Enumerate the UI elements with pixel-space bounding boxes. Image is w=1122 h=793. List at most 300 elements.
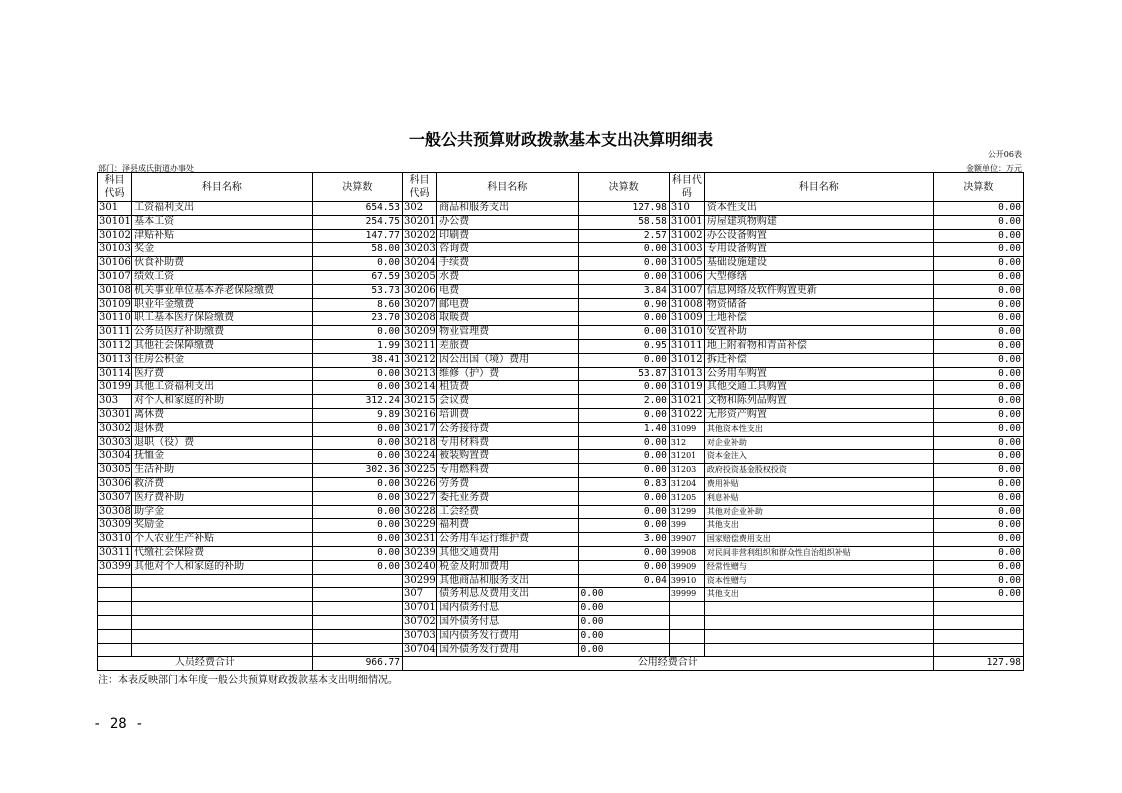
row-amount: 0.00 bbox=[933, 588, 1023, 602]
row-name: 医疗费补助 bbox=[132, 491, 313, 505]
row-name bbox=[704, 629, 933, 643]
row-amount bbox=[312, 629, 402, 643]
row-amount: 302.36 bbox=[312, 464, 402, 478]
table-row bbox=[98, 629, 1024, 643]
table-row bbox=[98, 588, 1024, 602]
row-amount bbox=[933, 629, 1023, 643]
row-amount: 0.00 bbox=[933, 367, 1023, 381]
row-name bbox=[704, 615, 933, 629]
row-amount: 0.00 bbox=[933, 229, 1023, 243]
row-name: 税金及附加费用 bbox=[437, 560, 578, 574]
row-amount: 0.00 bbox=[933, 284, 1023, 298]
row-code: 30218 bbox=[402, 436, 436, 450]
row-amount: 2.57 bbox=[578, 229, 669, 243]
row-code: 30306 bbox=[98, 477, 132, 491]
row-code: 31001 bbox=[669, 215, 704, 229]
row-amount: 0.00 bbox=[578, 270, 669, 284]
row-name: 生活补助 bbox=[132, 464, 313, 478]
row-amount bbox=[933, 615, 1023, 629]
row-code: 30701 bbox=[402, 602, 436, 616]
row-name bbox=[704, 643, 933, 657]
row-amount: 0.00 bbox=[933, 381, 1023, 395]
row-code bbox=[98, 615, 132, 629]
row-amount: 0.00 bbox=[578, 353, 669, 367]
row-code: 30225 bbox=[402, 464, 436, 478]
row-name: 救济费 bbox=[132, 477, 313, 491]
row-code: 30202 bbox=[402, 229, 436, 243]
row-name: 因公出国（境）费用 bbox=[437, 353, 578, 367]
row-code: 31013 bbox=[669, 367, 704, 381]
row-name: 公务接待费 bbox=[437, 422, 578, 436]
row-code: 31003 bbox=[669, 243, 704, 257]
row-name: 其他对企业补助 bbox=[704, 505, 933, 519]
row-code: 30303 bbox=[98, 436, 132, 450]
row-name: 其他工资福利支出 bbox=[132, 381, 313, 395]
row-amount: 254.75 bbox=[312, 215, 402, 229]
row-amount: 0.00 bbox=[578, 312, 669, 326]
table-row bbox=[98, 257, 1024, 271]
row-name: 基本工资 bbox=[132, 215, 313, 229]
row-amount: 0.00 bbox=[933, 353, 1023, 367]
row-amount: 147.77 bbox=[312, 229, 402, 243]
header-code-2: 科目代码 bbox=[402, 173, 436, 202]
table-row bbox=[98, 643, 1024, 657]
row-amount: 0.00 bbox=[933, 491, 1023, 505]
row-amount: 0.00 bbox=[578, 257, 669, 271]
row-code: 30307 bbox=[98, 491, 132, 505]
row-code bbox=[669, 615, 704, 629]
row-code: 30216 bbox=[402, 408, 436, 422]
row-code: 30302 bbox=[98, 422, 132, 436]
row-name bbox=[132, 629, 313, 643]
row-amount: 0.00 bbox=[312, 367, 402, 381]
row-amount: 0.00 bbox=[933, 312, 1023, 326]
row-code: 307 bbox=[402, 588, 436, 602]
row-name: 对企业补助 bbox=[704, 436, 933, 450]
row-code bbox=[98, 602, 132, 616]
table-row bbox=[98, 450, 1024, 464]
row-code: 30228 bbox=[402, 505, 436, 519]
row-amount: 0.00 bbox=[933, 464, 1023, 478]
row-name: 办公费 bbox=[437, 215, 578, 229]
row-amount: 0.00 bbox=[578, 560, 669, 574]
table-row bbox=[98, 546, 1024, 560]
row-name: 经常性赠与 bbox=[704, 560, 933, 574]
row-amount: 0.00 bbox=[578, 491, 669, 505]
row-name: 被装购置费 bbox=[437, 450, 578, 464]
row-code: 310 bbox=[669, 202, 704, 216]
table-row bbox=[98, 367, 1024, 381]
table-row bbox=[98, 519, 1024, 533]
row-amount: 0.00 bbox=[578, 436, 669, 450]
row-amount: 0.00 bbox=[578, 588, 669, 602]
row-name: 资本金注入 bbox=[704, 450, 933, 464]
row-code: 30309 bbox=[98, 519, 132, 533]
row-code: 30207 bbox=[402, 298, 436, 312]
row-name: 差旅费 bbox=[437, 339, 578, 353]
page-number: - 28 - bbox=[93, 716, 144, 732]
table-row bbox=[98, 381, 1024, 395]
row-name: 资本性支出 bbox=[704, 202, 933, 216]
row-code: 30101 bbox=[98, 215, 132, 229]
row-code: 30201 bbox=[402, 215, 436, 229]
table-row bbox=[98, 464, 1024, 478]
row-amount: 312.24 bbox=[312, 395, 402, 409]
row-code: 30305 bbox=[98, 464, 132, 478]
row-code: 30112 bbox=[98, 339, 132, 353]
row-code bbox=[669, 643, 704, 657]
row-name: 公务用车运行维护费 bbox=[437, 533, 578, 547]
header-code-3: 科目代码 bbox=[669, 173, 704, 202]
row-name: 工资福利支出 bbox=[132, 202, 313, 216]
row-code: 31203 bbox=[669, 464, 704, 478]
header-amount-3: 决算数 bbox=[933, 173, 1023, 202]
row-name: 职业年金缴费 bbox=[132, 298, 313, 312]
row-code: 31011 bbox=[669, 339, 704, 353]
row-name: 国内债务发行费用 bbox=[437, 629, 578, 643]
table-row bbox=[98, 339, 1024, 353]
row-amount: 0.00 bbox=[578, 243, 669, 257]
header-name-2: 科目名称 bbox=[437, 173, 578, 202]
row-code: 39908 bbox=[669, 546, 704, 560]
row-code: 31201 bbox=[669, 450, 704, 464]
row-code: 30113 bbox=[98, 353, 132, 367]
row-code: 30109 bbox=[98, 298, 132, 312]
row-name: 咨询费 bbox=[437, 243, 578, 257]
row-name: 专用设备购置 bbox=[704, 243, 933, 257]
row-name: 专用燃料费 bbox=[437, 464, 578, 478]
row-name: 奖金 bbox=[132, 243, 313, 257]
row-amount: 0.00 bbox=[578, 464, 669, 478]
row-code: 30108 bbox=[98, 284, 132, 298]
row-amount: 0.00 bbox=[933, 243, 1023, 257]
row-amount: 0.00 bbox=[312, 436, 402, 450]
row-amount: 0.00 bbox=[933, 436, 1023, 450]
department-label: 部门：泽县成氏街道办事处 bbox=[98, 164, 194, 173]
table-row bbox=[98, 408, 1024, 422]
row-code: 30199 bbox=[98, 381, 132, 395]
row-amount: 0.00 bbox=[312, 546, 402, 560]
row-amount: 0.00 bbox=[578, 450, 669, 464]
row-name: 维修（护）费 bbox=[437, 367, 578, 381]
row-code: 30110 bbox=[98, 312, 132, 326]
header-amount-1: 决算数 bbox=[312, 173, 402, 202]
row-name bbox=[132, 602, 313, 616]
row-name: 水费 bbox=[437, 270, 578, 284]
row-name: 委托业务费 bbox=[437, 491, 578, 505]
public-total-value: 127.98 bbox=[933, 657, 1023, 671]
row-code: 30231 bbox=[402, 533, 436, 547]
row-code bbox=[669, 602, 704, 616]
row-code: 31021 bbox=[669, 395, 704, 409]
row-name: 培训费 bbox=[437, 408, 578, 422]
row-name bbox=[704, 602, 933, 616]
row-name: 其他对个人和家庭的补助 bbox=[132, 560, 313, 574]
public-total-label: 公用经费合计 bbox=[402, 657, 933, 671]
table-row bbox=[98, 202, 1024, 216]
row-amount: 0.00 bbox=[933, 450, 1023, 464]
row-amount: 0.00 bbox=[933, 395, 1023, 409]
row-name: 国内债务付息 bbox=[437, 602, 578, 616]
row-name: 离休费 bbox=[132, 408, 313, 422]
row-code: 39999 bbox=[669, 588, 704, 602]
row-name: 劳务费 bbox=[437, 477, 578, 491]
row-code: 30203 bbox=[402, 243, 436, 257]
row-name bbox=[132, 615, 313, 629]
row-amount: 0.00 bbox=[933, 215, 1023, 229]
row-name bbox=[132, 588, 313, 602]
table-row bbox=[98, 326, 1024, 340]
row-name: 代缴社会保险费 bbox=[132, 546, 313, 560]
row-code: 30102 bbox=[98, 229, 132, 243]
row-code: 30704 bbox=[402, 643, 436, 657]
row-name: 公务员医疗补助缴费 bbox=[132, 326, 313, 340]
table-row bbox=[98, 215, 1024, 229]
row-name: 租赁费 bbox=[437, 381, 578, 395]
row-amount: 0.90 bbox=[578, 298, 669, 312]
row-name: 商品和服务支出 bbox=[437, 202, 578, 216]
row-code: 30240 bbox=[402, 560, 436, 574]
row-code: 312 bbox=[669, 436, 704, 450]
row-code: 30703 bbox=[402, 629, 436, 643]
row-name: 福利费 bbox=[437, 519, 578, 533]
row-name: 取暖费 bbox=[437, 312, 578, 326]
row-code: 30106 bbox=[98, 257, 132, 271]
row-amount: 0.00 bbox=[312, 326, 402, 340]
table-note: 注：本表反映部门本年度一般公共预算财政拨款基本支出明细情况。 bbox=[98, 675, 398, 686]
row-code: 30301 bbox=[98, 408, 132, 422]
row-code: 30299 bbox=[402, 574, 436, 588]
row-name: 其他支出 bbox=[704, 519, 933, 533]
header-code-1: 科目代码 bbox=[98, 173, 132, 202]
row-amount: 0.00 bbox=[578, 326, 669, 340]
row-code: 31002 bbox=[669, 229, 704, 243]
row-name: 其他商品和服务支出 bbox=[437, 574, 578, 588]
row-name: 其他资本性支出 bbox=[704, 422, 933, 436]
row-code: 301 bbox=[98, 202, 132, 216]
row-amount: 0.00 bbox=[933, 574, 1023, 588]
row-name: 大型修缮 bbox=[704, 270, 933, 284]
row-code: 30103 bbox=[98, 243, 132, 257]
row-amount: 0.00 bbox=[933, 408, 1023, 422]
row-code bbox=[98, 588, 132, 602]
row-name: 拆迁补偿 bbox=[704, 353, 933, 367]
row-amount: 53.73 bbox=[312, 284, 402, 298]
row-code: 30111 bbox=[98, 326, 132, 340]
row-name: 土地补偿 bbox=[704, 312, 933, 326]
row-name: 国外债务发行费用 bbox=[437, 643, 578, 657]
row-code: 31007 bbox=[669, 284, 704, 298]
row-name: 手续费 bbox=[437, 257, 578, 271]
row-amount bbox=[312, 602, 402, 616]
row-name: 办公设备购置 bbox=[704, 229, 933, 243]
row-code: 30212 bbox=[402, 353, 436, 367]
row-amount: 0.00 bbox=[933, 202, 1023, 216]
row-amount: 0.00 bbox=[578, 629, 669, 643]
table-row bbox=[98, 270, 1024, 284]
row-amount: 1.40 bbox=[578, 422, 669, 436]
row-amount: 0.00 bbox=[578, 408, 669, 422]
row-amount: 3.84 bbox=[578, 284, 669, 298]
row-amount: 0.00 bbox=[312, 560, 402, 574]
row-name: 职工基本医疗保险缴费 bbox=[132, 312, 313, 326]
row-code: 39907 bbox=[669, 533, 704, 547]
header-amount-2: 决算数 bbox=[578, 173, 669, 202]
row-amount: 0.00 bbox=[933, 546, 1023, 560]
row-code bbox=[98, 574, 132, 588]
row-code: 30211 bbox=[402, 339, 436, 353]
row-code bbox=[98, 629, 132, 643]
row-amount: 0.00 bbox=[312, 257, 402, 271]
row-amount bbox=[312, 615, 402, 629]
row-code: 31010 bbox=[669, 326, 704, 340]
row-amount: 0.00 bbox=[933, 257, 1023, 271]
row-code: 30224 bbox=[402, 450, 436, 464]
table-row bbox=[98, 602, 1024, 616]
row-code: 30213 bbox=[402, 367, 436, 381]
row-code: 30229 bbox=[402, 519, 436, 533]
row-code: 30217 bbox=[402, 422, 436, 436]
row-amount: 0.00 bbox=[578, 546, 669, 560]
row-code: 31204 bbox=[669, 477, 704, 491]
row-name: 资本性赠与 bbox=[704, 574, 933, 588]
row-amount: 67.59 bbox=[312, 270, 402, 284]
personnel-total-label: 人员经费合计 bbox=[98, 657, 313, 671]
totals-row bbox=[98, 657, 1024, 671]
table-row bbox=[98, 574, 1024, 588]
row-name: 其他支出 bbox=[704, 588, 933, 602]
row-name: 文物和陈列品购置 bbox=[704, 395, 933, 409]
row-amount: 0.00 bbox=[933, 519, 1023, 533]
row-amount: 0.00 bbox=[578, 505, 669, 519]
row-amount: 0.00 bbox=[578, 381, 669, 395]
table-row bbox=[98, 243, 1024, 257]
row-amount: 58.00 bbox=[312, 243, 402, 257]
row-amount: 0.00 bbox=[312, 381, 402, 395]
row-amount: 2.00 bbox=[578, 395, 669, 409]
row-amount: 3.00 bbox=[578, 533, 669, 547]
row-amount: 0.00 bbox=[312, 477, 402, 491]
row-code: 30226 bbox=[402, 477, 436, 491]
row-amount bbox=[312, 643, 402, 657]
row-code: 31022 bbox=[669, 408, 704, 422]
row-code: 30311 bbox=[98, 546, 132, 560]
row-code: 30205 bbox=[402, 270, 436, 284]
row-name: 住房公积金 bbox=[132, 353, 313, 367]
row-name: 退职（役）费 bbox=[132, 436, 313, 450]
row-amount: 0.00 bbox=[312, 450, 402, 464]
table-row bbox=[98, 615, 1024, 629]
row-code: 30204 bbox=[402, 257, 436, 271]
row-code: 31006 bbox=[669, 270, 704, 284]
row-amount: 0.00 bbox=[933, 560, 1023, 574]
row-amount bbox=[312, 574, 402, 588]
row-amount: 0.00 bbox=[578, 519, 669, 533]
table-row bbox=[98, 505, 1024, 519]
form-number: 公开06表 bbox=[987, 150, 1022, 159]
row-name: 电费 bbox=[437, 284, 578, 298]
row-name: 公务用车购置 bbox=[704, 367, 933, 381]
row-amount: 0.00 bbox=[933, 326, 1023, 340]
row-code: 30227 bbox=[402, 491, 436, 505]
row-code: 30107 bbox=[98, 270, 132, 284]
row-amount: 23.70 bbox=[312, 312, 402, 326]
row-code: 30215 bbox=[402, 395, 436, 409]
row-name: 对个人和家庭的补助 bbox=[132, 395, 313, 409]
row-amount: 0.00 bbox=[578, 615, 669, 629]
row-name: 助学金 bbox=[132, 505, 313, 519]
row-name: 专用材料费 bbox=[437, 436, 578, 450]
row-code: 30114 bbox=[98, 367, 132, 381]
row-amount: 0.00 bbox=[933, 270, 1023, 284]
row-amount: 654.53 bbox=[312, 202, 402, 216]
row-code: 30214 bbox=[402, 381, 436, 395]
row-amount bbox=[312, 588, 402, 602]
row-code: 30310 bbox=[98, 533, 132, 547]
row-code: 30239 bbox=[402, 546, 436, 560]
table-row bbox=[98, 229, 1024, 243]
row-amount: 9.89 bbox=[312, 408, 402, 422]
row-name: 其他社会保障缴费 bbox=[132, 339, 313, 353]
row-amount: 0.83 bbox=[578, 477, 669, 491]
row-code: 30206 bbox=[402, 284, 436, 298]
row-name: 费用补贴 bbox=[704, 477, 933, 491]
header-name-3: 科目名称 bbox=[704, 173, 933, 202]
row-name: 国外债务付息 bbox=[437, 615, 578, 629]
row-name bbox=[132, 643, 313, 657]
table-row bbox=[98, 353, 1024, 367]
table-row bbox=[98, 284, 1024, 298]
row-name: 邮电费 bbox=[437, 298, 578, 312]
row-code: 31008 bbox=[669, 298, 704, 312]
row-code bbox=[669, 629, 704, 643]
row-name: 医疗费 bbox=[132, 367, 313, 381]
row-amount: 0.00 bbox=[933, 505, 1023, 519]
row-name: 个人农业生产补贴 bbox=[132, 533, 313, 547]
row-amount: 53.87 bbox=[578, 367, 669, 381]
row-amount: 0.00 bbox=[578, 643, 669, 657]
row-amount: 0.00 bbox=[933, 339, 1023, 353]
row-code: 30208 bbox=[402, 312, 436, 326]
row-amount: 0.00 bbox=[578, 602, 669, 616]
row-code: 31012 bbox=[669, 353, 704, 367]
expenditure-table bbox=[97, 172, 1024, 671]
row-amount bbox=[933, 602, 1023, 616]
row-amount: 0.00 bbox=[312, 505, 402, 519]
row-amount: 38.41 bbox=[312, 353, 402, 367]
row-name: 退休费 bbox=[132, 422, 313, 436]
row-name: 对民间非营利组织和群众性自治组织补贴 bbox=[704, 546, 933, 560]
page-title: 一般公共预算财政拨款基本支出决算明细表 bbox=[408, 130, 713, 149]
row-code: 303 bbox=[98, 395, 132, 409]
row-name: 政府投资基金股权投资 bbox=[704, 464, 933, 478]
row-name: 其他交通费用 bbox=[437, 546, 578, 560]
row-name: 房屋建筑物购建 bbox=[704, 215, 933, 229]
row-amount bbox=[933, 643, 1023, 657]
row-name: 国家赔偿费用支出 bbox=[704, 533, 933, 547]
row-code: 302 bbox=[402, 202, 436, 216]
table-row bbox=[98, 436, 1024, 450]
table-row bbox=[98, 298, 1024, 312]
row-amount: 0.00 bbox=[312, 519, 402, 533]
row-name: 利息补贴 bbox=[704, 491, 933, 505]
row-name: 会议费 bbox=[437, 395, 578, 409]
row-amount: 8.60 bbox=[312, 298, 402, 312]
table-row bbox=[98, 395, 1024, 409]
row-name: 债务利息及费用支出 bbox=[437, 588, 578, 602]
row-name: 绩效工资 bbox=[132, 270, 313, 284]
row-code: 30399 bbox=[98, 560, 132, 574]
